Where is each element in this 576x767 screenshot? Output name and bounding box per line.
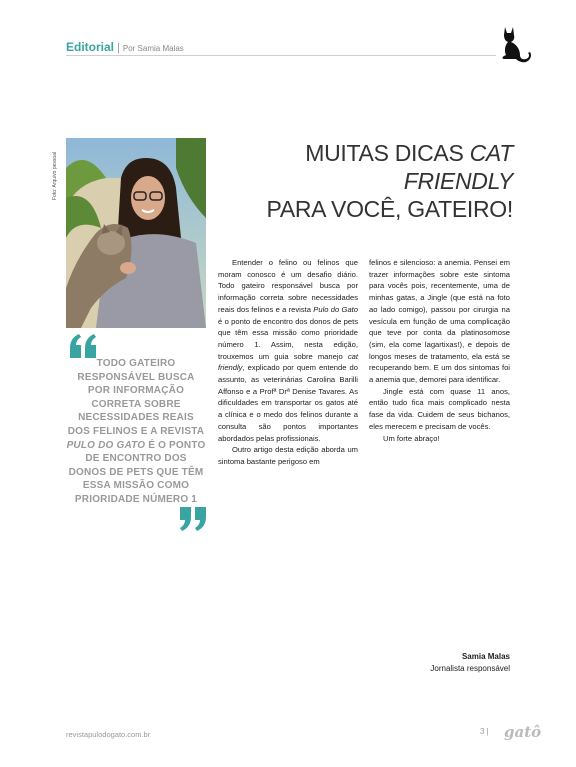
pull-quote-text-end: É O PONTO DE ENCONTRO DOS DONOS DE PETS QUE TÊM ESSA MISSÃO COMO PRIORIDADE NÚMERO 1 [68,439,206,505]
page-number: 3 | [480,727,489,736]
header-rule [66,55,496,56]
close-quote-icon [178,505,208,533]
pull-quote-italic: PULO DO GATO [66,439,146,451]
title-line2: PARA VOCÊ, GATEIRO! [266,196,513,222]
body-paragraph [218,257,358,444]
page-header [66,38,496,54]
author-role: Jornalista responsável [430,664,510,673]
footer-url: revistapulodogato.com.br [66,730,151,739]
article-title [218,139,513,223]
open-quote-icon [68,332,98,360]
body-paragraph: Jingle está com quase 11 anos, então tudo fica mais complicado nesta fase da vida. Cuidem de seus bichanos, eles merecem e precisam de vocês. [369,386,510,431]
body-text: é o ponto de encontro dos donos de pets que têm essa missão como prioridade número 1. Assim, nesta edição, trouxemos um guia sobre manejo [218,316,358,361]
body-paragraph: felinos e silencioso: a anemia. Pensei em trazer informações sobre este sintoma para vocês pois, recentemente, uma de minhas gatas, a Jingle (que está na foto ao lado comigo), passou por cirurgia na vesícula em função de uma complicação que teve por conta da platinosomose (sim, ela come lagartixas!), e depois de longos meses de tratamento, ela está se recuperando bem. E um dos sintomas foi a anemia que, demorei para identificar. [369,258,510,385]
byline: Por Samia Malas [122,44,184,53]
body-paragraph: Outro artigo desta edição aborda um sintoma bastante perigoso em [218,445,358,466]
body-text: Entender o felino ou felinos que moram conosco é um desafio diário. Todo gateiro responsável busca por informação correta sobre necessidades reais dos felinos e a revista [218,258,358,314]
body-italic: cat friendly [218,351,358,373]
magazine-logo: gatô [504,723,542,741]
pull-quote-text: TODO GATEIRO RESPONSÁVEL BUSCA POR INFORMAÇÃO CORRETA SOBRE NECESSIDADES REAIS DOS FELINOS E A REVISTA [67,358,205,437]
cat-silhouette-icon [496,25,532,63]
body-text: , explicado por quem entende do assunto, as veterinárias Carolina Barilli Affonso e a Profª Drª Denise Tavares. As dificuldades em transportar os gatos até a clínica e o medo dos felinos durante a consulta são pontos importantes abordados pelas profissionais. [218,363,358,443]
title-line1-italic: CAT FRIENDLY [403,140,513,194]
body-column-2 [369,257,510,444]
body-column-1 [218,257,358,468]
body-paragraph: Um forte abraço! [383,433,440,443]
signature [380,651,510,675]
author-photo [66,138,206,328]
section-label: Editorial [66,40,115,54]
magazine-name: Pulo do Gato [313,304,359,314]
photo-credit: Foto: Arquivo pessoal [52,151,58,200]
title-line1: MUITAS DICAS [305,140,470,166]
pull-quote [66,357,206,507]
header-separator: | [117,42,120,54]
author-name: Samia Malas [461,652,510,661]
